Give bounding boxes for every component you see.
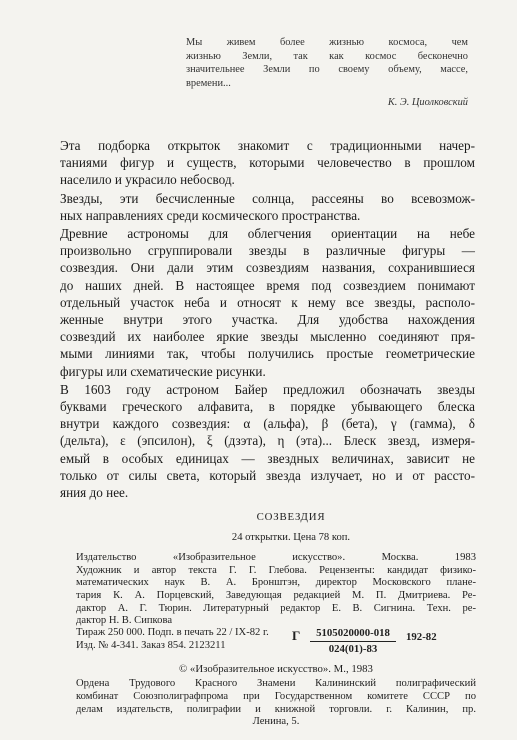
text-line: емый в особых единицах — звездных величинах, зависит не	[60, 450, 475, 466]
printer-line: Ордена Трудового Красного Знамени Калининский полиграфический	[76, 678, 476, 689]
text-line: фигуры или схематические рисунки.	[60, 363, 266, 379]
text-line: буквами греческого алфавита, в порядке убывающего блеска	[60, 399, 475, 415]
print-details	[76, 627, 476, 655]
text-line: таниями фигур и существ, которыми человечество в прошлом	[60, 155, 475, 171]
text-line: Звезды, эти бесчисленные солнца, рассеяны во всевозмож-	[60, 190, 475, 206]
catalog-code: 192-82	[406, 631, 437, 643]
paragraph-stars	[60, 190, 475, 224]
text-line: до наших дней. В настоящее время под созвездием понимают	[60, 277, 475, 293]
g-mark: Г	[292, 628, 301, 643]
credits-line: Художник и автор текста Г. Г. Глебова. Рецензенты: кандидат физико-	[76, 564, 476, 576]
text-line: яния до нее.	[60, 485, 129, 501]
paragraph-bayer	[60, 381, 475, 501]
text-line: населило и украсило небосвод.	[60, 172, 235, 188]
text-line: женные внутри этого участка. Для удобства нахождения	[60, 312, 475, 328]
print-run-info	[76, 627, 286, 652]
copyright: © «Изобразительное искусство». М., 1983	[179, 663, 373, 675]
text-line: мыми линиями так, чтобы получились простые геометрические	[60, 346, 475, 362]
credits-line: дактор А. Г. Тюрин. Литературный редактор Е. В. Сигнина. Техн. ре-	[76, 602, 476, 614]
text-line: (дельта), ε (эпсилон), ξ (дзэта), η (эта)... Блеск звезд, измеря-	[60, 433, 475, 449]
text-line: созвездий их наиболее яркие звезды мысленно соединяют пря-	[60, 329, 475, 345]
text-line: Древние астрономы для облегчения ориентации на небе	[60, 226, 475, 242]
printer-line: комбинат Союзполиграфпрома при Государственном комитете СССР по	[76, 690, 476, 702]
text-line: отдельный участок неба и относят к нему все звезды, располо-	[60, 294, 475, 310]
print-line: Тираж 250 000. Подп. в печать 22 / IX-82 г.	[76, 627, 269, 638]
credits-line: математических наук В. А. Бронштэн, директор Московского плане-	[76, 577, 476, 589]
printer-info	[76, 678, 476, 729]
text-line: В 1603 году астроном Байер предложил обозначать звезды	[60, 381, 475, 397]
text-line: только от силы света, который звезда излучает, но и от рассто-	[60, 467, 475, 483]
credits-line: тария К. А. Порцевский, Заведующая редакцией М. П. Дмитриева. Ре-	[76, 589, 476, 601]
imprint	[76, 511, 476, 628]
text-line: произвольно сгруппировали звезды в различные фигуры —	[60, 243, 475, 259]
print-line: Изд. № 4-341. Заказ 854. 2123211	[76, 639, 226, 651]
text-line: созвездия. Они дали этим созвездиям названия, сохранившиеся	[60, 260, 475, 276]
text-line: внутри каждого созвездия: α (альфа), β (бета), γ (гамма), δ	[60, 416, 475, 432]
main-text	[60, 137, 475, 501]
credits-line: дактор Н. В. Сипкова	[76, 615, 173, 627]
epigraph-line: времени...	[186, 77, 231, 89]
epigraph-line: Мы живем более жизнью космоса, чем	[186, 37, 468, 48]
epigraph	[186, 36, 468, 110]
paragraph-ancient-astronomers	[60, 225, 475, 380]
text-line: Эта подборка открыток знакомит с традиционными начер-	[60, 138, 475, 153]
fraction-denominator: 024(01)-83	[328, 642, 378, 655]
credits	[76, 552, 476, 628]
printer-line: Ленина, 5.	[252, 716, 300, 728]
epigraph-line: жизнью Земли, так как космос бесконечно	[186, 50, 468, 62]
set-title: СОЗВЕЗДИЯ	[256, 511, 326, 523]
credits-line: Издательство «Изобразительное искусство». Москва. 1983	[76, 552, 476, 564]
text-line: ных направлениях среди космического пространства.	[60, 207, 361, 223]
index-fraction	[310, 627, 396, 655]
epigraph-line: значительнее Земли по своему объему, массе,	[186, 64, 468, 76]
epigraph-author: К. Э. Циолковский	[387, 97, 468, 109]
printer-line: делам издательств, полиграфии и книжной торговли. г. Калинин, пр.	[76, 703, 476, 715]
fraction-numerator: 5105020000-018	[310, 627, 396, 642]
paragraph-intro	[60, 137, 475, 189]
set-subtitle: 24 открытки. Цена 78 коп.	[231, 531, 351, 543]
